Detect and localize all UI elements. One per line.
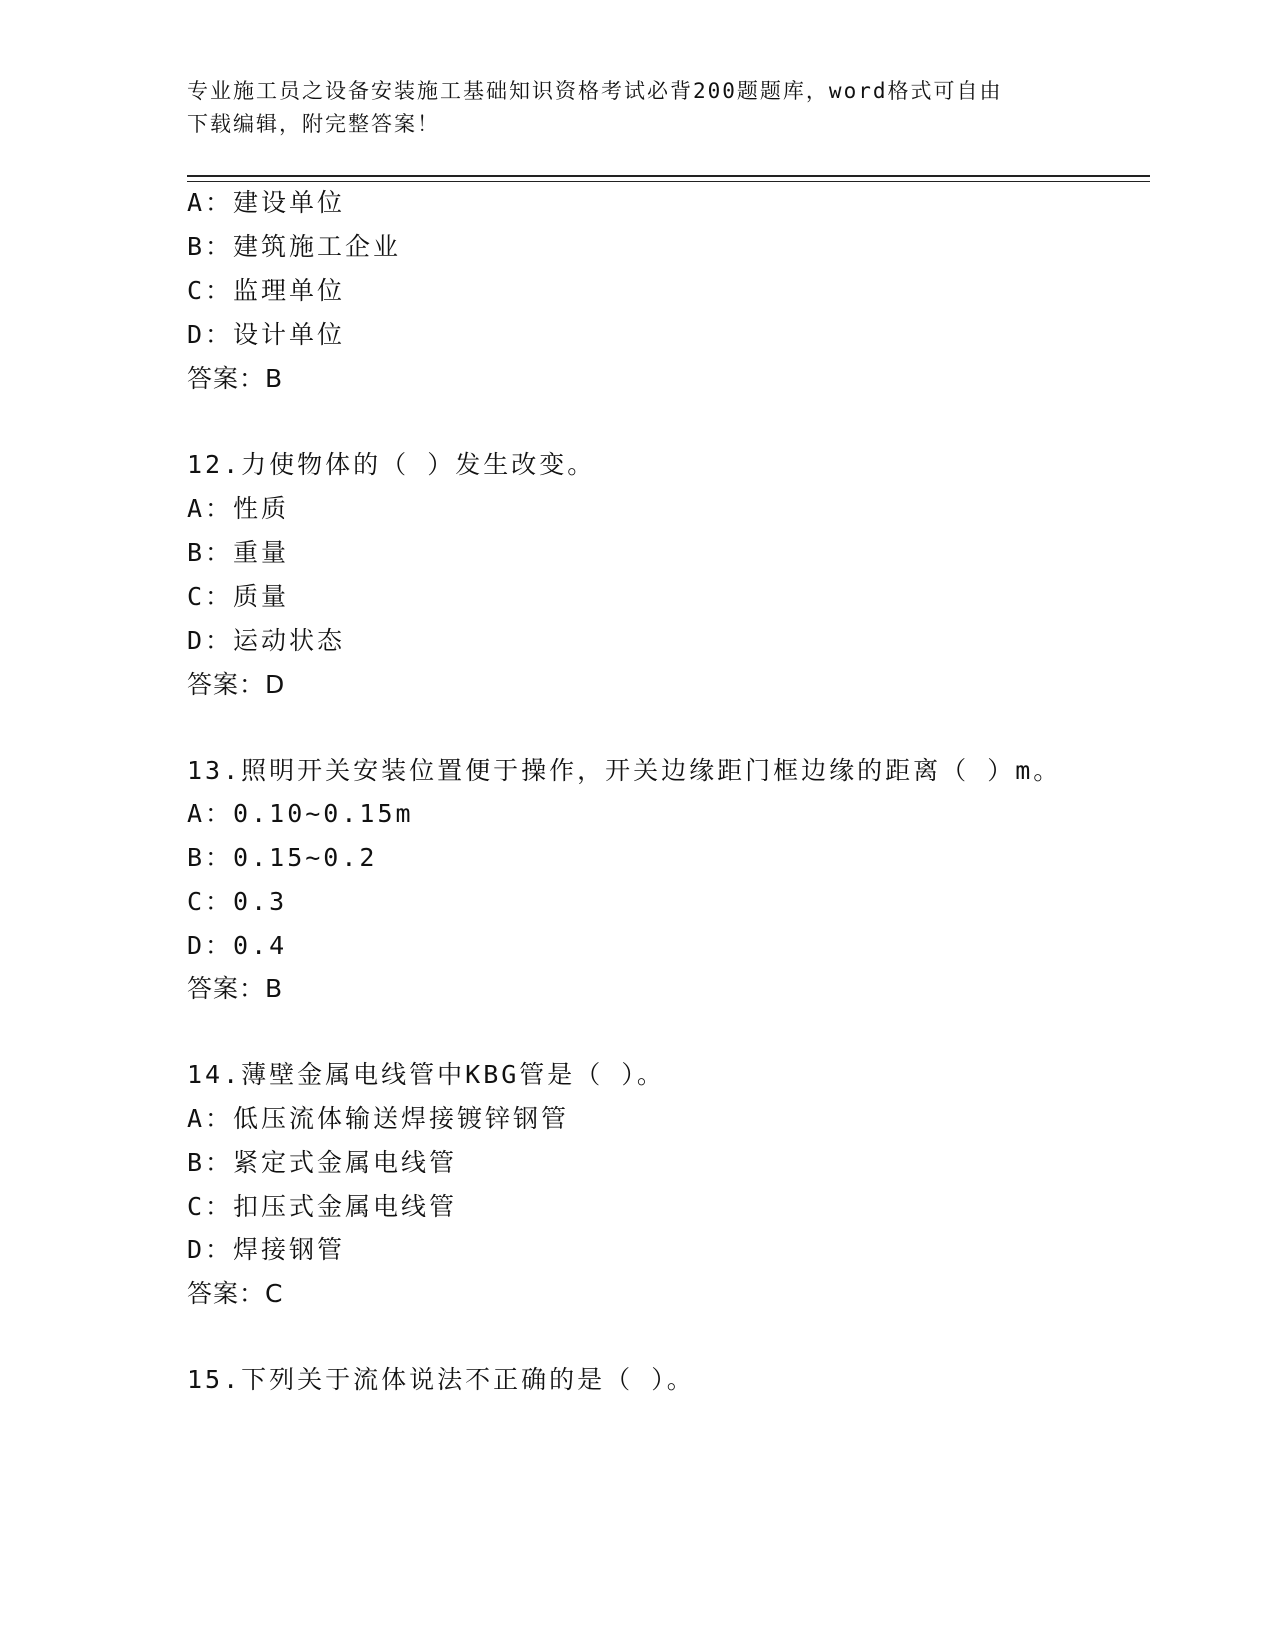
q11-option-b: B：建筑施工企业: [187, 232, 402, 261]
q12-question: 12.力使物体的（ ）发生改变。: [187, 450, 596, 479]
q13-answer: 答案：B: [187, 974, 284, 1003]
q14-option-d: D：焊接钢管: [187, 1235, 346, 1264]
q15-question: 15.下列关于流体说法不正确的是（ ）。: [187, 1365, 695, 1394]
q13-option-b: B：0.15~0.2: [187, 843, 378, 872]
q12-option-c: C：质量: [187, 582, 290, 611]
q12-option-a: A：性质: [187, 494, 290, 523]
q14-option-c: C：扣压式金属电线管: [187, 1192, 458, 1221]
header-divider-thin: [187, 181, 1150, 182]
q12-answer: 答案：D: [187, 670, 286, 699]
q14-question: 14.薄壁金属电线管中KBG管是（ ）。: [187, 1060, 665, 1089]
q12-option-b: B：重量: [187, 538, 290, 567]
header-divider-thick: [187, 175, 1150, 177]
q13-option-c: C：0.3: [187, 887, 288, 916]
q13-question: 13.照明开关安装位置便于操作，开关边缘距门框边缘的距离（ ）m。: [187, 756, 1062, 785]
document-header: [187, 75, 1067, 141]
q11-answer: 答案：B: [187, 364, 284, 393]
q11-option-c: C：监理单位: [187, 276, 346, 305]
q13-option-d: D：0.4: [187, 931, 288, 960]
q11-option-d: D：设计单位: [187, 320, 346, 349]
header-line-2: 下载编辑，附完整答案！: [187, 112, 440, 136]
q14-answer: 答案：C: [187, 1279, 284, 1308]
q12-option-d: D：运动状态: [187, 626, 346, 655]
header-line-1: 专业施工员之设备安装施工基础知识资格考试必背200题题库，word格式可自由: [187, 79, 1003, 103]
q14-option-a: A：低压流体输送焊接镀锌钢管: [187, 1104, 570, 1133]
q11-option-a: A：建设单位: [187, 188, 346, 217]
q14-option-b: B：紧定式金属电线管: [187, 1148, 458, 1177]
q13-option-a: A：0.10~0.15m: [187, 799, 414, 828]
